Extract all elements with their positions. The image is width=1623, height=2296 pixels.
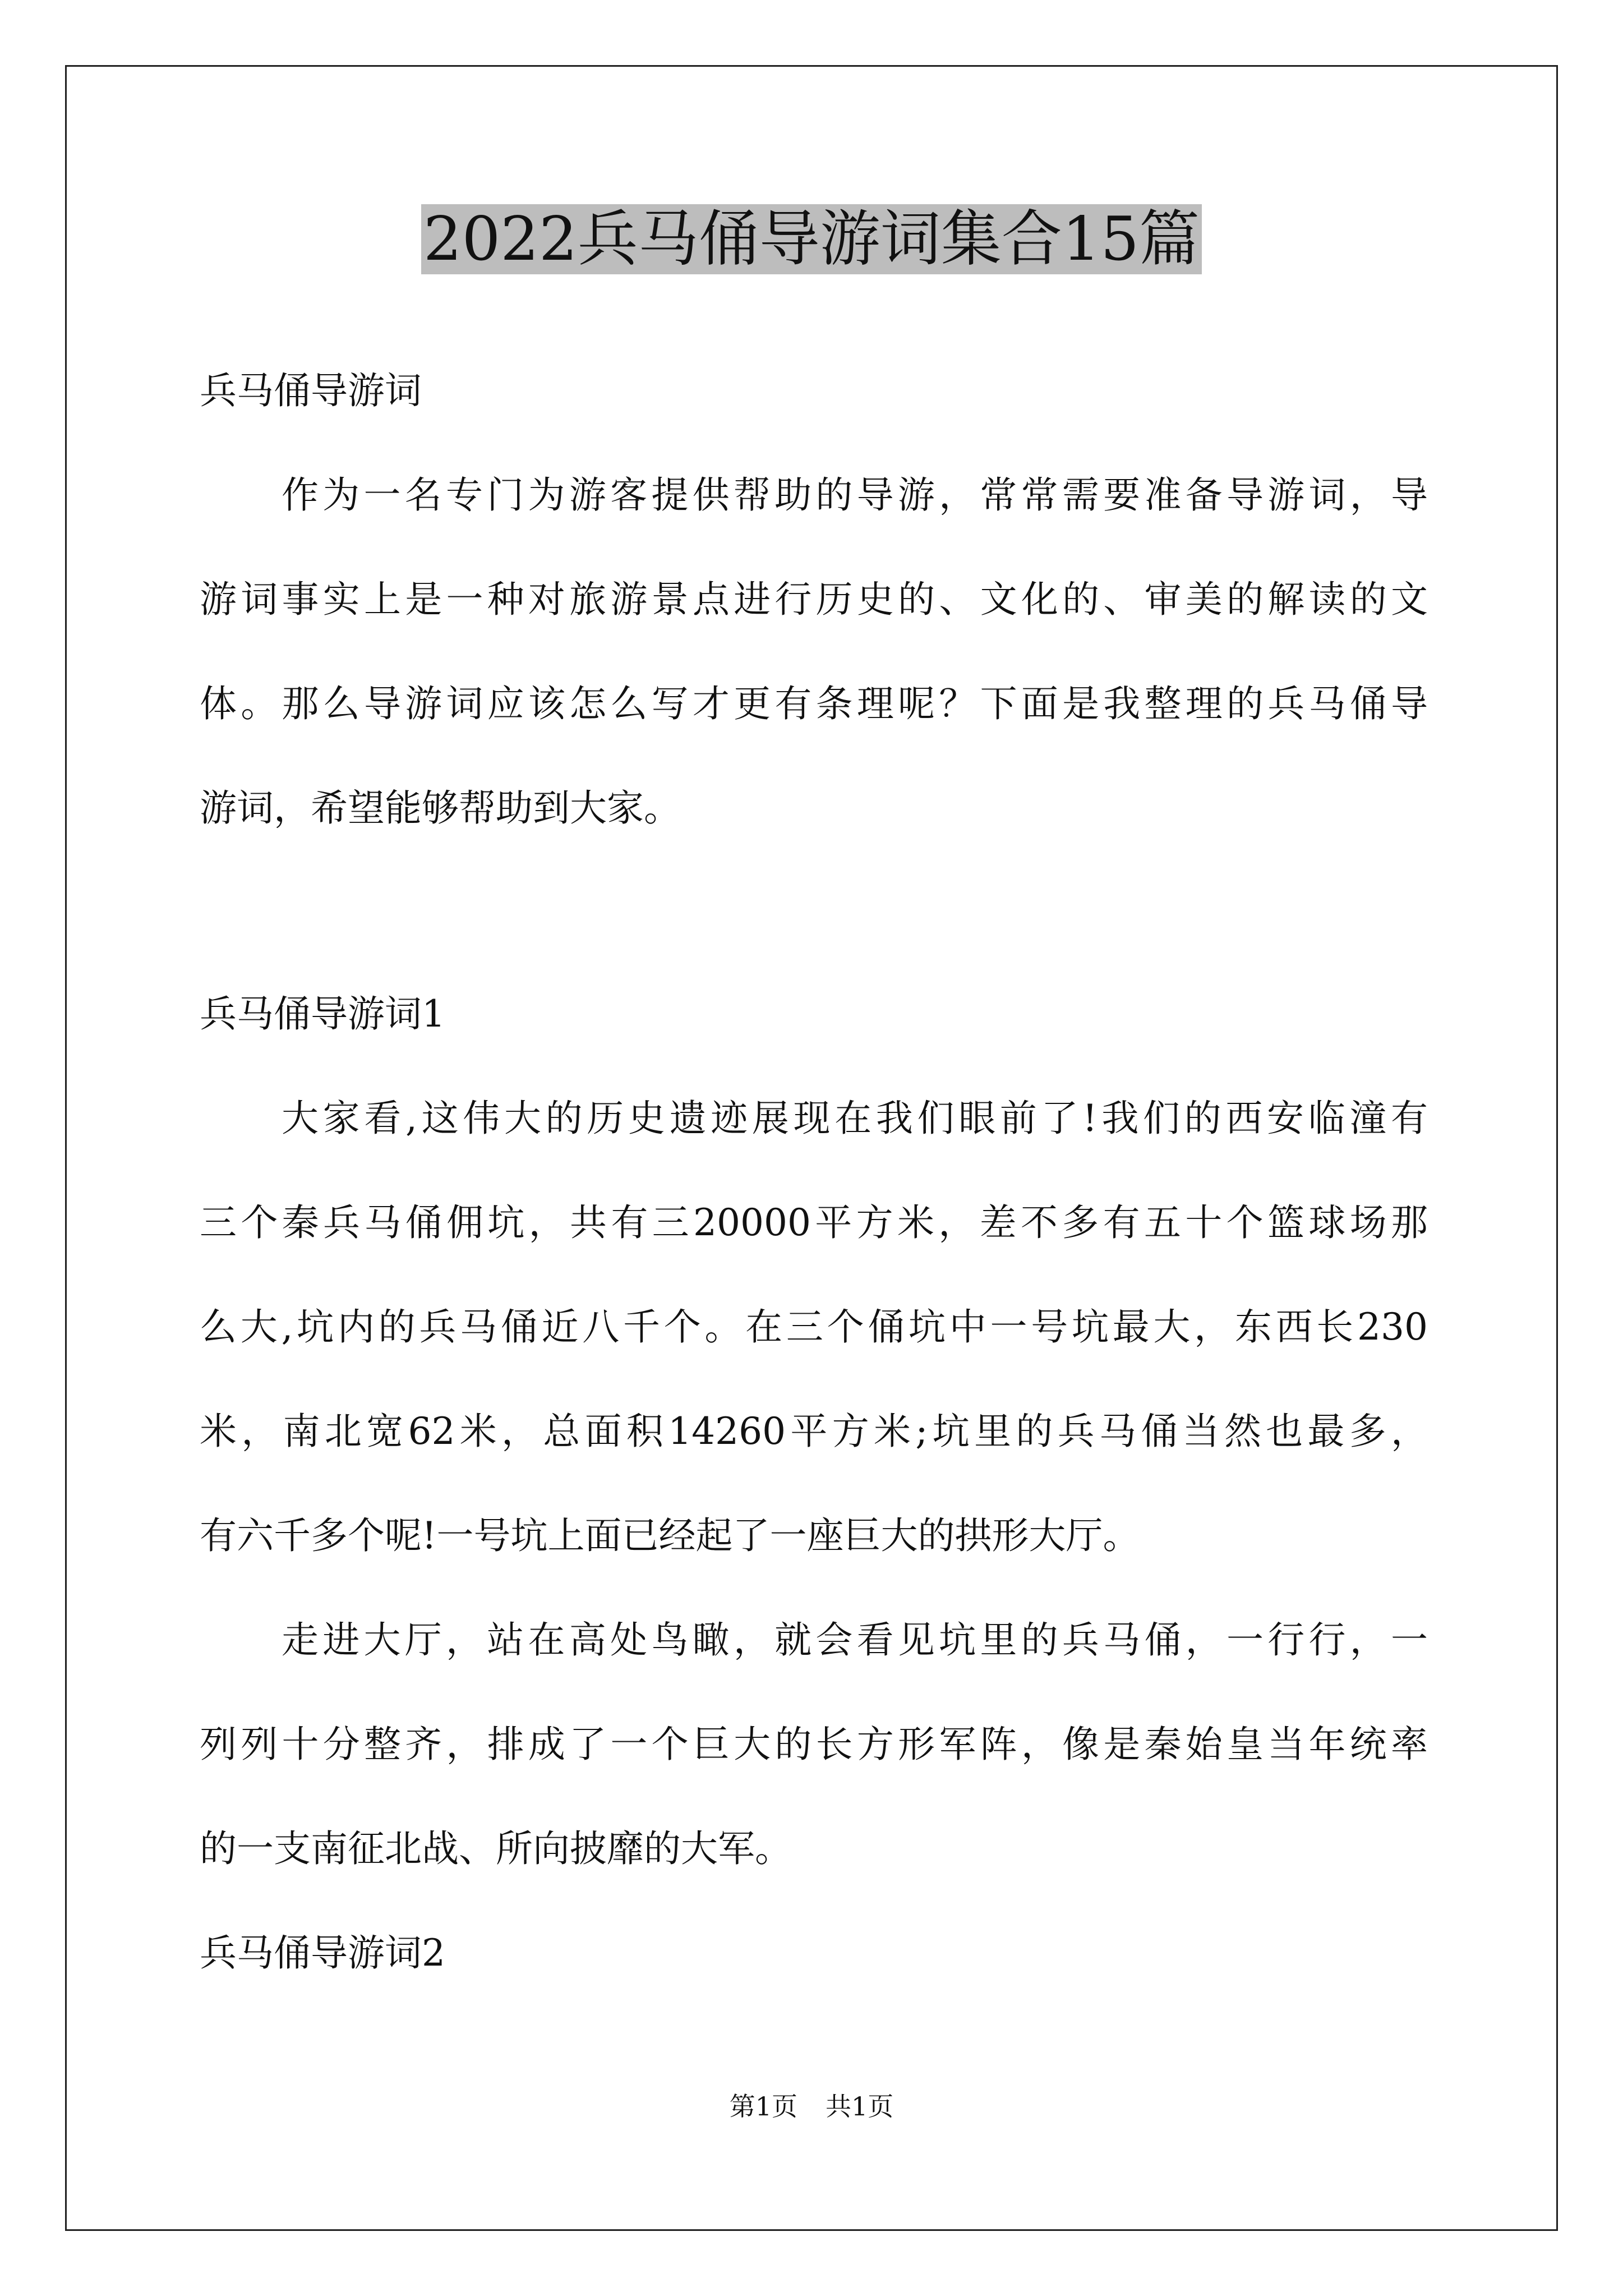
intro-heading: 兵马俑导游词 bbox=[200, 369, 422, 412]
text-line: 米，南北宽62米，总面积14260平方米;坑里的兵马俑当然也最多， bbox=[200, 1410, 1428, 1453]
section1-paragraph-2 bbox=[200, 1588, 1428, 1901]
section1-paragraph-1 bbox=[200, 1066, 1428, 1588]
intro-paragraph bbox=[200, 443, 1428, 861]
text-line: 么大,坑内的兵马俑近八千个。在三个俑坑中一号坑最大，东西长230 bbox=[200, 1305, 1428, 1349]
text-line: 三个秦兵马俑佣坑，共有三20000平方米，差不多有五十个篮球场那 bbox=[200, 1201, 1428, 1244]
page-number: 第1页 bbox=[729, 2091, 797, 2122]
text-line: 列列十分整齐，排成了一个巨大的长方形军阵，像是秦始皇当年统率 bbox=[200, 1723, 1428, 1766]
text-line: 走进大厅，站在高处鸟瞰，就会看见坑里的兵马俑，一行行，一 bbox=[282, 1618, 1428, 1662]
paragraph-spacer bbox=[200, 861, 1428, 962]
text-line: 游词事实上是一种对旅游景点进行历史的、文化的、审美的解读的文 bbox=[200, 578, 1428, 621]
document-title bbox=[0, 197, 1623, 282]
text-line: 的一支南征北战、所向披靡的大军。 bbox=[200, 1827, 792, 1870]
page-footer bbox=[0, 2087, 1623, 2126]
page-total: 共1页 bbox=[826, 2091, 894, 2122]
text-line: 作为一名专门为游客提供帮助的导游，常常需要准备导游词，导 bbox=[282, 473, 1428, 517]
text-line: 有六千多个呢!一号坑上面已经起了一座巨大的拱形大厅。 bbox=[200, 1514, 1140, 1557]
document-body bbox=[200, 339, 1428, 2005]
text-line: 大家看,这伟大的历史遗迹展现在我们眼前了!我们的西安临潼有 bbox=[282, 1097, 1428, 1140]
document-title-text: 2022兵马俑导游词集合15篇 bbox=[421, 204, 1202, 274]
text-line: 游词，希望能够帮助到大家。 bbox=[200, 786, 681, 830]
text-line: 体。那么导游词应该怎么写才更有条理呢？下面是我整理的兵马俑导 bbox=[200, 682, 1428, 725]
section-heading-2: 兵马俑导游词2 bbox=[200, 1931, 445, 1975]
section-heading-1: 兵马俑导游词1 bbox=[200, 992, 445, 1036]
